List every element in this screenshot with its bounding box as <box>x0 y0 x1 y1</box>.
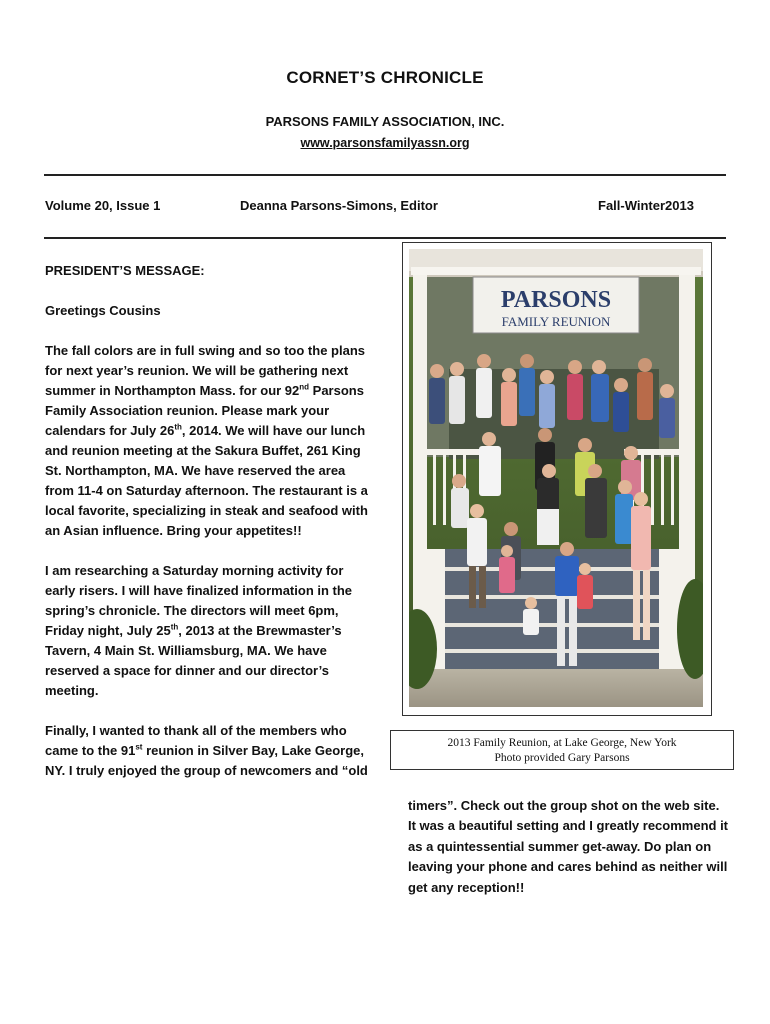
reunion-group-photo <box>409 249 703 707</box>
photo-caption <box>390 730 734 770</box>
organization-name: PARSONS FAMILY ASSOCIATION, INC. <box>265 114 505 129</box>
issue-season: Fall-Winter2013 <box>598 198 694 213</box>
masthead-divider-top <box>44 174 726 176</box>
greeting: Greetings Cousins <box>45 303 161 318</box>
reunion-photo-frame <box>402 242 712 716</box>
section-heading: PRESIDENT’S MESSAGE: <box>45 263 205 278</box>
banner-subtext: FAMILY REUNION <box>501 314 611 329</box>
newsletter-title: CORNET’S CHRONICLE <box>286 68 484 87</box>
paragraph-thanks: Finally, I wanted to thank all of the members who came to the 91st reunion in Silver Bay, Lake George, NY. I truly enjoyed the group of newcomers and “old <box>45 723 368 778</box>
editor-credit: Deanna Parsons-Simons, Editor <box>240 198 438 213</box>
presidents-message <box>45 261 370 801</box>
masthead-divider-bottom <box>44 237 726 239</box>
banner-text: PARSONS <box>500 287 612 313</box>
message-continued: timers”. Check out the group shot on the web site. It was a beautiful setting and I greatly recommend it as a quintessential summer get-away. Do plan on leaving your phone and cares behind as neither will get any reception!! <box>408 798 729 895</box>
caption-line-1: 2013 Family Reunion, at Lake George, New York <box>447 737 677 749</box>
volume-issue: Volume 20, Issue 1 <box>45 198 161 213</box>
paragraph-reunion-plans: The fall colors are in full swing and so too the plans for next year’s reunion. We will be gathering next summer in Northampton Mass. for our 92nd Parsons Family Association reunion. Please mark your calendars for July 26th, 2014. We will have our lunch and reunion meeting at the Sakura Buffet, 261 King St. Northampton, MA. We have reserved the area from 11-4 on Saturday afternoon. The restaurant is a local favorite, specializing in steak and seafood with an Asian influence. Bring your appetites!! <box>45 343 368 538</box>
paragraph-directors-meeting: I am researching a Saturday morning activity for early risers. I will have finalized information in the spring’s chronicle. The directors will meet 6pm, Friday night, July 25th, 2013 at the Brewmaster’s Tavern, 4 Main St. Williamsburg, MA. We have reserved a space for dinner and our director’s meeting. <box>45 563 353 698</box>
caption-line-2: Photo provided Gary Parsons <box>494 752 630 764</box>
website-link[interactable]: www.parsonsfamilyassn.org <box>300 136 470 150</box>
